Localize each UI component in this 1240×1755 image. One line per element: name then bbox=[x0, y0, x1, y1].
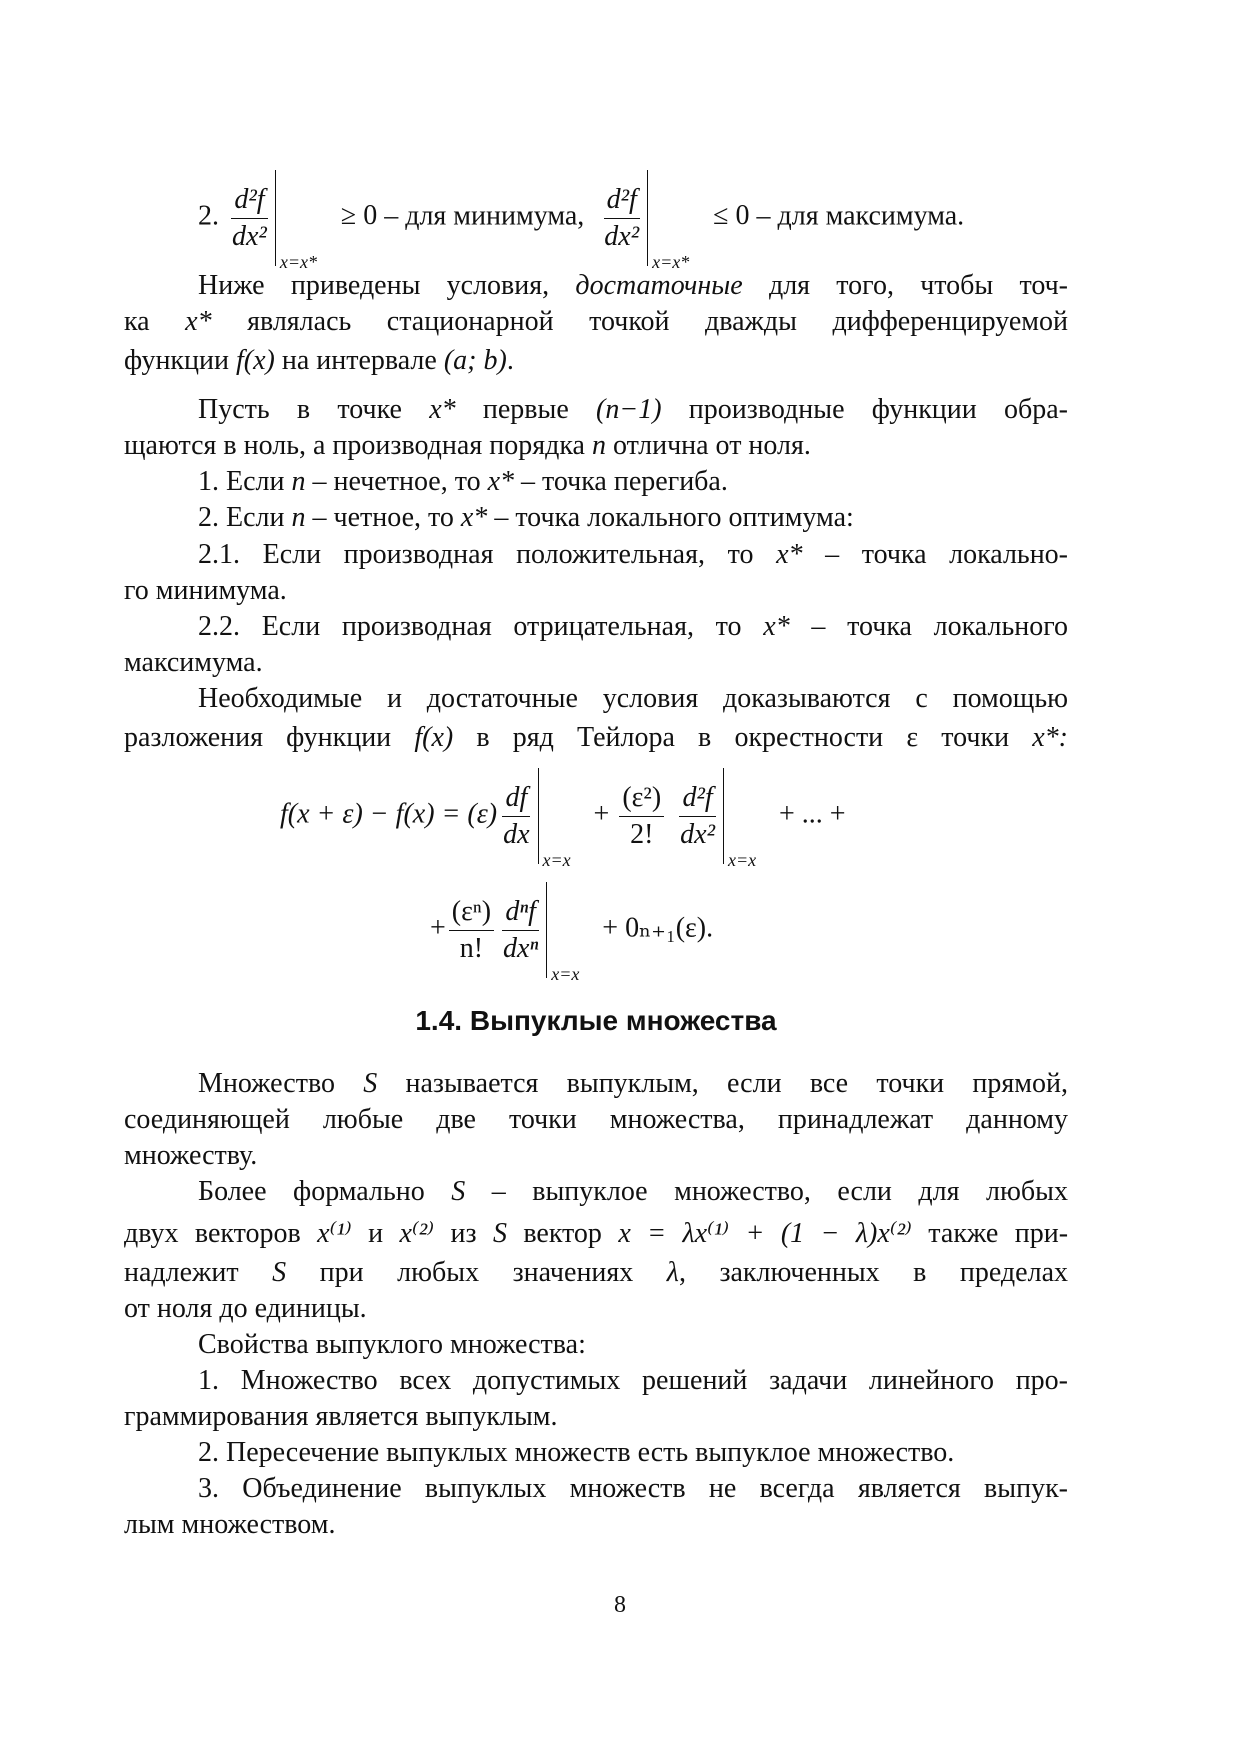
min-relation: ≥ 0 bbox=[340, 200, 378, 232]
rule-2-2-line2: максимума. bbox=[124, 647, 263, 678]
paragraph-formal-line1: Более формально S – выпуклое множество, если для любых bbox=[198, 1176, 1068, 1207]
paragraph-convex-line3: множеству. bbox=[124, 1140, 258, 1171]
property-1-line2: граммирования является выпуклым. bbox=[124, 1401, 558, 1432]
rule-2-1-line1: 2.1. Если производная положительная, то x* – точка локально- bbox=[198, 539, 1069, 570]
second-derivative-condition bbox=[198, 170, 1078, 280]
coefficient-fraction-2: $\frac{\text{(ε²)}}{2!}$ bbox=[619, 782, 664, 851]
section-heading: 1.4. Выпуклые множества bbox=[415, 1005, 777, 1036]
taylor-lhs: f(x + ε) − f(x) = (ε) bbox=[280, 798, 498, 830]
evaluation-bar-tn: x=x bbox=[546, 882, 595, 978]
max-relation: ≤ 0 bbox=[713, 200, 750, 232]
condition-label: 2. bbox=[198, 200, 219, 232]
paragraph-let-line1: Пусть в точке x* первые (n−1) производные функции обра- bbox=[198, 394, 1068, 425]
property-3-line1: 3. Объединение выпуклых множеств не всегда является выпук- bbox=[198, 1473, 1068, 1504]
paragraph-sufficient-line1: Ниже приведены условия, достаточные для того, чтобы точ- bbox=[198, 270, 1069, 301]
property-3-line2: лым множеством. bbox=[124, 1509, 336, 1540]
rule-1: 1. Если n – нечетное, то x* – точка перегиба. bbox=[198, 466, 728, 497]
second-derivative-fraction-max: $\frac{\text{d²f}}{\text{dx²}}$ bbox=[604, 183, 640, 252]
property-2: 2. Пересечение выпуклых множеств есть выпуклое множество. bbox=[198, 1437, 955, 1468]
min-text: – для минимума, bbox=[384, 200, 585, 232]
max-text: – для максимума. bbox=[756, 200, 965, 232]
paragraph-sufficient-line3: функции f(x) на интервале (a; b). bbox=[124, 345, 514, 376]
evaluation-bar-t1: x=x bbox=[538, 768, 587, 864]
second-derivative-fraction-taylor: $\frac{\text{d²f}}{\text{dx²}}$ bbox=[680, 781, 715, 850]
paragraph-formal-line4: от ноля до единицы. bbox=[124, 1293, 367, 1324]
evaluation-bar-max: x=x* bbox=[647, 170, 696, 266]
remainder-term: + 0ₙ₊₁(ε). bbox=[602, 912, 714, 944]
property-1-line1: 1. Множество всех допустимых решений задачи линейного про- bbox=[198, 1365, 1068, 1396]
paragraph-sufficient-line2: ка x* являлась стационарной точкой дважды дифференцируемой bbox=[124, 306, 1069, 337]
taylor-formula-row1 bbox=[280, 768, 980, 868]
evaluation-bar-t2: x=x bbox=[723, 768, 772, 864]
coefficient-fraction-n: $\frac{\text{(εⁿ)}}{n!}$ bbox=[449, 896, 494, 965]
paragraph-let-line2: щаются в ноль, а производная порядка n отлична от ноля. bbox=[124, 430, 811, 461]
paragraph-convex-line1: Множество S называется выпуклым, если все точки прямой, bbox=[198, 1068, 1068, 1099]
paragraph-formal-line2: двух векторов x⁽¹⁾ и x⁽²⁾ из S вектор x = λx⁽¹⁾ + (1 − λ)x⁽²⁾ также при- bbox=[124, 1218, 1069, 1249]
rule-2-1-line2: го минимума. bbox=[124, 575, 287, 606]
taylor-formula-row2 bbox=[430, 882, 850, 982]
nth-derivative-fraction: $\frac{\text{dⁿf}}{\text{dxⁿ}}$ bbox=[503, 895, 539, 964]
plus-sign-n: + bbox=[430, 912, 446, 944]
properties-title: Свойства выпуклого множества: bbox=[198, 1329, 586, 1360]
rule-2: 2. Если n – четное, то x* – точка локального оптимума: bbox=[198, 502, 854, 533]
second-derivative-fraction: $\frac{\text{d²f}}{\text{dx²}}$ bbox=[232, 183, 267, 252]
rule-2-2-line1: 2.2. Если производная отрицательная, то x* – точка локального bbox=[198, 611, 1068, 642]
paragraph-formal-line3: надлежит S при любых значениях λ, заключенных в пределах bbox=[124, 1257, 1068, 1288]
paragraph-taylor-line1: Необходимые и достаточные условия доказываются с помощью bbox=[198, 683, 1068, 714]
ellipsis-plus: + ... + bbox=[778, 798, 846, 830]
first-derivative-fraction: $\frac{df}{dx}$ bbox=[503, 781, 530, 850]
plus-sign: + bbox=[593, 798, 610, 830]
paragraph-convex-line2: соединяющей любые две точки множества, принадлежат данному bbox=[124, 1104, 1068, 1135]
evaluation-bar: x=x* bbox=[275, 170, 324, 266]
paragraph-taylor-line2: разложения функции f(x) в ряд Тейлора в окрестности ε точки x*: bbox=[124, 722, 1068, 753]
page-number: 8 bbox=[614, 1592, 626, 1618]
